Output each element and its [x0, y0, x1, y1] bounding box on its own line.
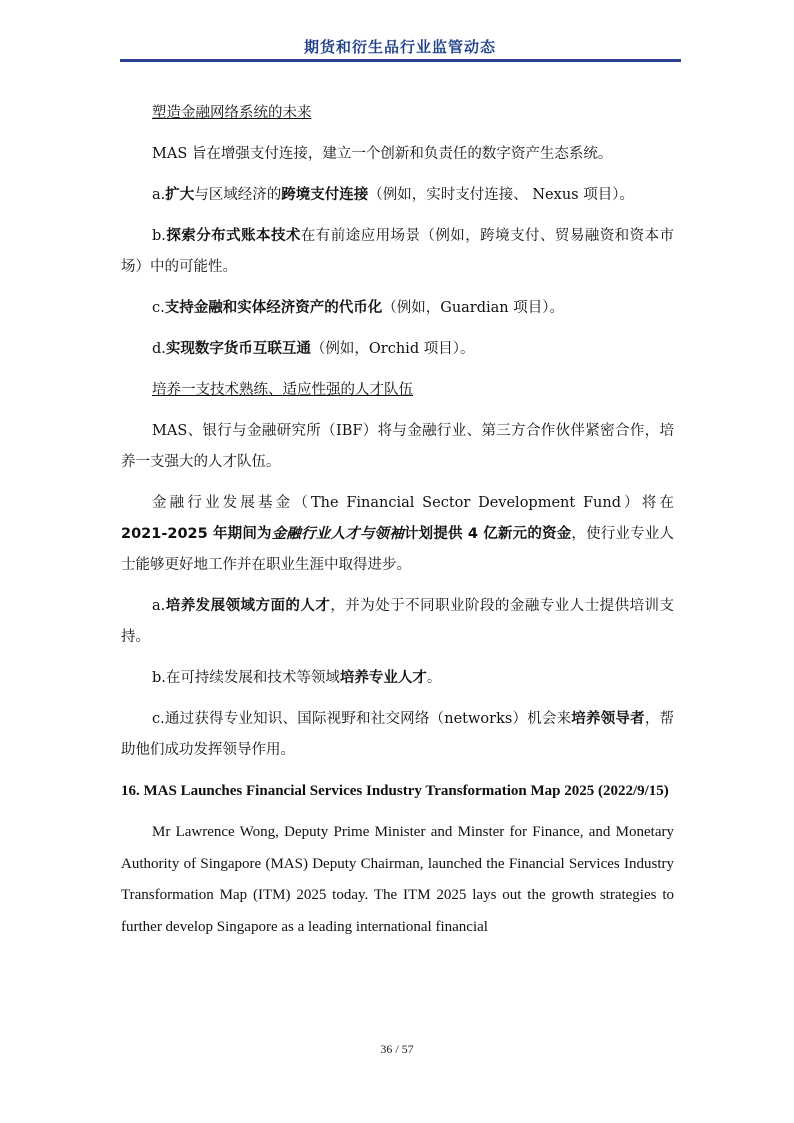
item-prefix: c.: [152, 300, 165, 316]
item-prefix: a.: [152, 598, 166, 614]
item-text: 在可持续发展和技术等领域: [165, 670, 340, 686]
page-number: 36 / 57: [380, 1042, 414, 1056]
item-text: ，帮助他们成功发挥领导作用。: [121, 711, 675, 758]
fund-text: 金融行业发展基金（The Financial Sector Development Fund）将在: [152, 495, 674, 511]
page-header-title: 期货和衍生品行业监管动态: [303, 38, 496, 56]
item-text: 与区域经济的: [194, 187, 282, 203]
paragraph-mas-aim: MAS 旨在增强支付连接，建立一个创新和负责任的数字资产生态系统。: [152, 146, 613, 162]
item-text: 在有前途应用场景（例如，跨境支付、贸易融资和资本市场）中的可能性。: [121, 228, 675, 275]
bold-text: 2021-2025 年期间为: [121, 526, 272, 542]
item-text: 通过获得专业知识、国际视野和社交网络（networks）机会来: [164, 711, 572, 727]
list-item-a: [121, 180, 674, 211]
paragraph-ibf: MAS、银行与金融研究所（IBF）将与金融行业、第三方合作伙伴紧密合作，培养一支强大的人才队伍。: [121, 423, 674, 470]
section-heading-talent: 培养一支技术熟练、适应性强的人才队伍: [152, 382, 413, 398]
bold-text: 培养发展领域方面的人才: [165, 598, 331, 614]
item-text: （例如，实时支付连接、 Nexus 项目）。: [368, 187, 634, 203]
bold-text: 培养专业人才: [339, 670, 427, 686]
bold-text: 支持金融和实体经济资产的代币化: [164, 300, 383, 316]
item-prefix: b.: [152, 228, 166, 244]
bold-text: 扩大: [165, 187, 195, 203]
list-item-d: [121, 334, 674, 365]
bold-text: 计划提供 4 亿新元的资金: [403, 526, 572, 542]
item-text: （例如，Guardian 项目）。: [382, 300, 564, 316]
item-prefix: a.: [152, 187, 166, 203]
bold-text: 培养领导者: [571, 711, 645, 727]
item-text: ，并为处于不同职业阶段的金融专业人士提供培训支持。: [121, 598, 675, 645]
italic-bold-text: 金融行业人才与领袖: [271, 526, 404, 542]
list-item-c: [121, 293, 674, 324]
paragraph-english: Mr Lawrence Wong, Deputy Prime Minister and Minster for Finance, and Monetary Authority of Singapore (MAS) Deputy Chairman, launched the Financial Services Industry Transformation Map (ITM) 2025 today. The ITM 2025 lays out the growth strategies to further develop Singapore as a leading international financial: [121, 824, 674, 935]
document-body: [121, 98, 674, 943]
item-prefix: c.: [152, 711, 165, 727]
item-prefix: b.: [152, 670, 166, 686]
list-item-b: [121, 221, 674, 283]
bold-text: 跨境支付连接: [281, 187, 369, 203]
fund-text: ，使行业专业人士能够更好地工作并在职业生涯中取得进步。: [121, 526, 675, 573]
item-text: （例如，Orchid 项目）。: [310, 341, 475, 357]
paragraph-fund: [121, 488, 674, 581]
bold-text: 探索分布式账本技术: [165, 228, 301, 244]
item-text: 。: [426, 670, 442, 686]
fund-item-a: [121, 591, 674, 653]
section-16-title: 16. MAS Launches Financial Services Industry Transformation Map 2025 (2022/9/15): [121, 783, 669, 799]
section-heading-future: 塑造金融网络系统的未来: [152, 105, 312, 121]
fund-item-b: [121, 663, 674, 694]
item-prefix: d.: [152, 341, 166, 357]
bold-text: 实现数字货币互联互通: [165, 341, 311, 357]
fund-item-c: [121, 704, 674, 766]
header-rule: [120, 59, 681, 62]
